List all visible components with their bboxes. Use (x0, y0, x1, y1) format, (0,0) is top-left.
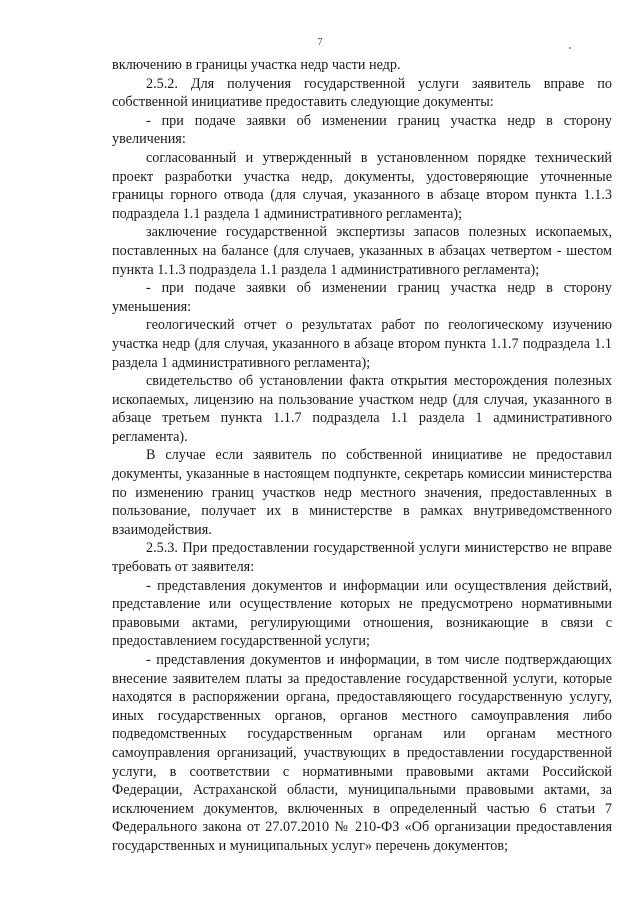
list-item-documents-actions: - представления документов и информации или осуществления действий, представление или осуществление которых не предусмотрено нормативными правовыми актами, регулирующими отношения, возникающие в связи с предоставлением государственной услуги; (112, 577, 612, 650)
list-item-increase: - при подаче заявки об изменении границ участка недр в сторону увеличения: (112, 112, 612, 148)
list-item-decrease: - при подаче заявки об изменении границ участка недр в сторону уменьшения: (112, 280, 612, 315)
paragraph-2-5-2: 2.5.2. Для получения государственной услуги заявитель вправе по собственной инициативе предоставить следующие документы: (112, 75, 612, 111)
scan-speck (569, 47, 571, 49)
paragraph-expertise-conclusion: заключение государственной экспертизы запасов полезных ископаемых, поставленных на балансе (для случаев, указанных в абзацах четвертом - шестом пункта 1.1.3 подраздела 1.1 раздела 1 административного регламента); (112, 224, 612, 278)
paragraph-interagency: В случае если заявитель по собственной инициативе не предоставил документы, указанные в настоящем подпункте, секретарь комиссии министерства по изменению границ участков недр местного значения, предоставленных в пользование, получает их в министерстве в рамках внутриведомственного взаимодействия. (112, 447, 612, 538)
paragraph-2-5-3: 2.5.3. При предоставлении государственной услуги министерство не вправе требовать от заявителя: (112, 540, 612, 576)
document-body (112, 56, 612, 856)
paragraph-technical-project: согласованный и утвержденный в установленном порядке технический проект разработки участка недр, документы, удостоверяющие уточненные границы горного отвода (для случая, указанного в абзаце втором пункта 1.1.3 подраздела 1.1 раздела 1 административного регламента); (112, 149, 612, 222)
page-number: 7 (317, 36, 323, 48)
paragraph-discovery-certificate: свидетельство об установлении факта открытия месторождения полезных ископаемых, лицензию на пользование участком недр (для случая, указанного в абзаце третьем пункта 1.1.7 подраздела 1.1 раздела 1 административного регламента). (112, 373, 612, 445)
paragraph-geological-report: геологический отчет о результатах работ по геологическому изучению участка недр (для случая, указанного в абзаце втором пункта 1.1.7 подраздела 1.1 раздела 1 административного регламента); (112, 317, 612, 371)
list-item-documents-information: - представления документов и информации, в том числе подтверждающих внесение заявителем платы за предоставление государственной услуги, которые находятся в распоряжении органа, предоставляющего государственную услугу, иных государственных органов, органов местного самоуправления либо подведомственных государственным органам или органам местного самоуправления организаций, участвующих в предоставлении государственной услуги, в соответствии с нормативными правовыми актами Российской Федерации, Астраханской области, муниципальными правовыми актами, за исключением документов, включенных в определенный частью 6 статьи 7 Федерального закона от 27.07.2010 № 210-ФЗ «Об организации предоставления государственных и муниципальных услуг» перечень документов; (112, 652, 612, 854)
paragraph-continuation: включению в границы участка недр части недр. (112, 57, 401, 73)
